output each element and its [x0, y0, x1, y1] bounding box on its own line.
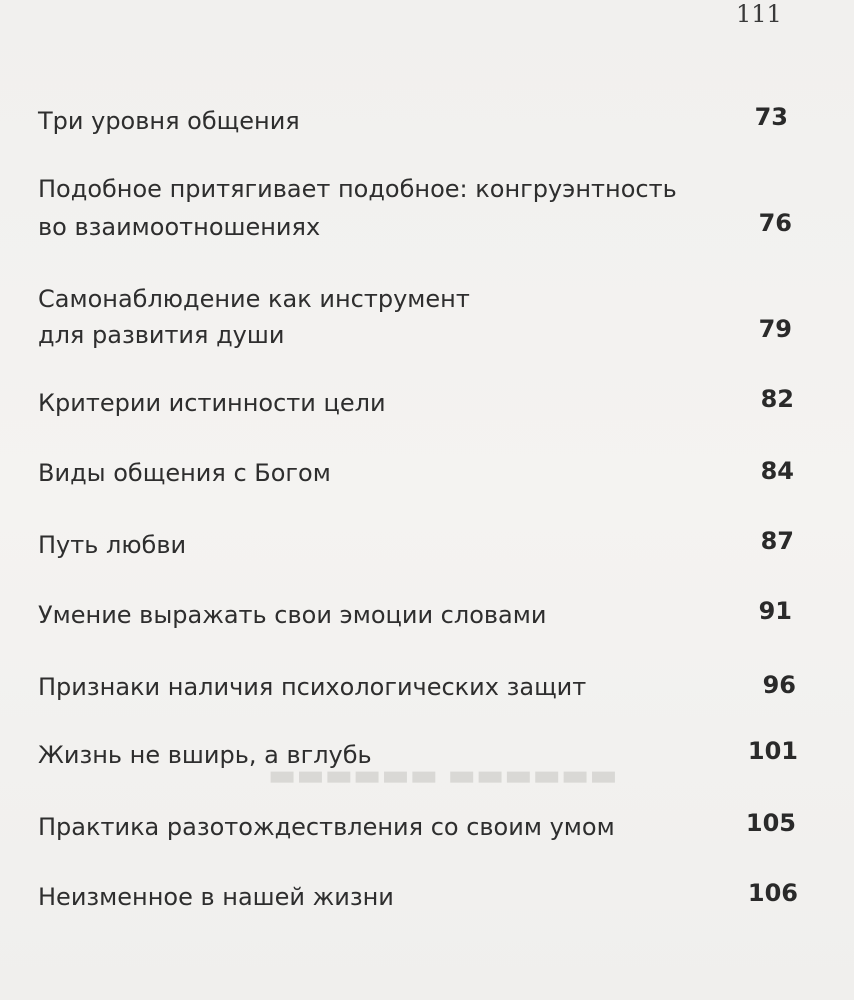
toc-entry-title: Критерии истинности цели [38, 389, 386, 417]
toc-entry-page: 82 [760, 385, 794, 413]
toc-entry-title: Умение выражать свои эмоции словами [38, 601, 547, 629]
toc-entry-page: 79 [758, 315, 792, 343]
page-number: 111 [736, 0, 782, 28]
toc-entry-page: 91 [758, 597, 792, 625]
toc-entry-title-continued: для развития души [38, 321, 285, 349]
toc-entry-title: Три уровня общения [38, 107, 300, 135]
toc-entry-page: 105 [745, 809, 796, 837]
toc-entry-page: 106 [747, 879, 798, 907]
toc-entry-title: Признаки наличия психологических защит [38, 673, 587, 701]
toc-entry-title: Самонаблюдение как инструмент [38, 285, 470, 313]
toc-entry-title: Путь любви [38, 531, 187, 559]
toc-entry-title: Подобное притягивает подобное: конгруэнтность [38, 175, 677, 203]
toc-entry-page: 84 [760, 457, 794, 485]
toc-entry-page: 101 [747, 737, 798, 765]
toc-entry-title: Неизменное в нашей жизни [38, 883, 394, 911]
toc-entry-page: 96 [762, 671, 796, 699]
toc-entry-title: Практика разотождествления со своим умом [38, 813, 615, 841]
bleed-through-mark: ▬▬▬▬▬▬ ▬▬▬▬▬▬ [268, 758, 618, 793]
toc-entry-title: Жизнь не вширь, а вглубь [38, 741, 372, 769]
toc-entry-page: 87 [760, 527, 794, 555]
toc-entry-title: Виды общения с Богом [38, 459, 331, 487]
toc-entry-page: 73 [754, 103, 788, 131]
toc-entry-title-continued: во взаимоотношениях [38, 213, 321, 241]
toc-entry-page: 76 [758, 209, 792, 237]
